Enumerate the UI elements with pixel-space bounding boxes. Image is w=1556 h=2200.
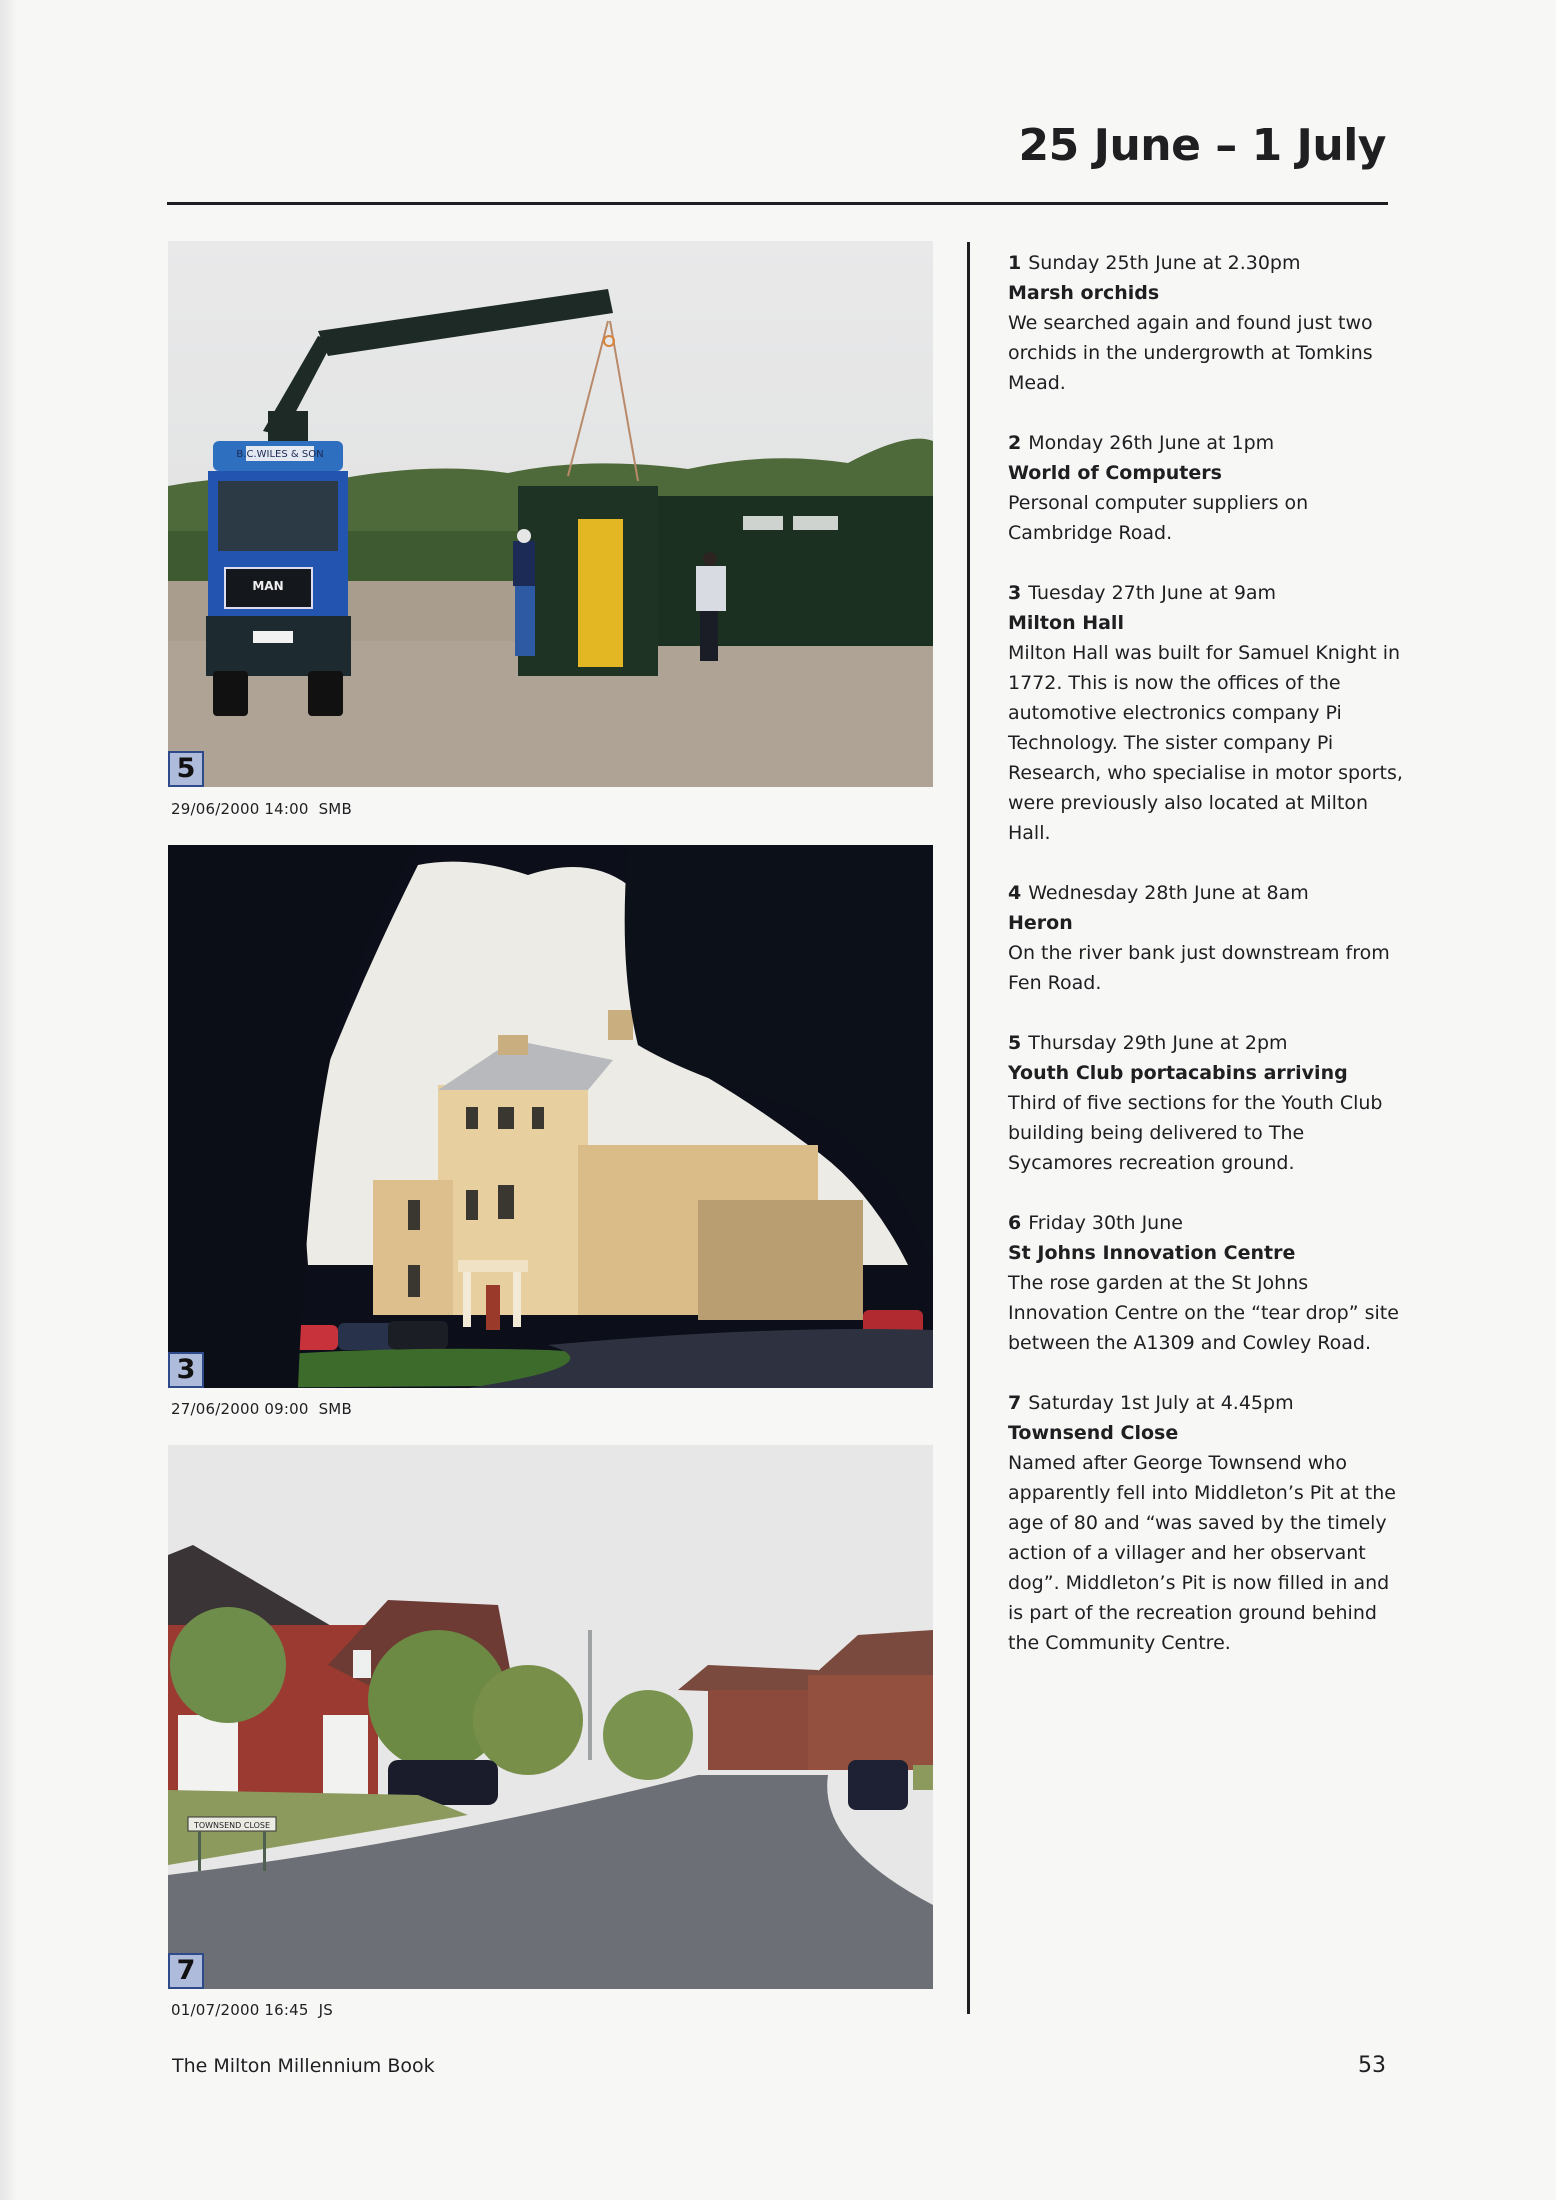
entry-number: 5 — [1008, 1032, 1022, 1054]
entry-body: On the river bank just downstream from Fen Road. — [1008, 942, 1390, 994]
entry-body: The rose garden at the St Johns Innovation Centre on the “tear drop” site between the A1309 and Cowley Road. — [1008, 1272, 1399, 1354]
diary-entry — [1008, 248, 1408, 398]
diary-entry — [1008, 578, 1408, 848]
entry-date-line — [1008, 1388, 1408, 1418]
entry-body: Third of five sections for the Youth Club building being delivered to The Sycamores recreation ground. — [1008, 1092, 1383, 1174]
entry-number: 1 — [1008, 252, 1022, 274]
entry-when: Wednesday 28th June at 8am — [1028, 882, 1309, 904]
entry-number: 2 — [1008, 432, 1022, 454]
photo-image — [168, 241, 933, 787]
diary-entries — [1008, 248, 1408, 1688]
entry-body: Personal computer suppliers on Cambridge Road. — [1008, 492, 1309, 544]
page-edge-shadow — [0, 0, 18, 2200]
entry-date-line — [1008, 428, 1408, 458]
entry-title: Townsend Close — [1008, 1422, 1179, 1444]
diary-entry — [1008, 1388, 1408, 1658]
entry-title: Youth Club portacabins arriving — [1008, 1062, 1348, 1084]
entry-date-line — [1008, 1028, 1408, 1058]
entry-title: Marsh orchids — [1008, 282, 1160, 304]
entry-date-line — [1008, 248, 1408, 278]
photo-youth-club-portacabins — [168, 241, 933, 787]
entry-number: 3 — [1008, 582, 1022, 604]
diary-entry — [1008, 1208, 1408, 1358]
entry-body: We searched again and found just two orchids in the undergrowth at Tomkins Mead. — [1008, 312, 1373, 394]
entry-when: Tuesday 27th June at 9am — [1028, 582, 1277, 604]
svg-text:MAN: MAN — [252, 579, 284, 593]
entry-date-line — [1008, 1208, 1408, 1238]
entry-when: Saturday 1st July at 4.45pm — [1028, 1392, 1294, 1414]
svg-text:B.C.WILES & SON: B.C.WILES & SON — [236, 449, 324, 460]
diary-entry — [1008, 878, 1408, 998]
entry-when: Thursday 29th June at 2pm — [1028, 1032, 1288, 1054]
photo-number-badge: 5 — [168, 751, 204, 787]
photo-number-badge: 3 — [168, 1352, 204, 1388]
entry-when: Sunday 25th June at 2.30pm — [1028, 252, 1301, 274]
photo-milton-hall — [168, 845, 933, 1388]
photo-image — [168, 845, 933, 1388]
entry-title: St Johns Innovation Centre — [1008, 1242, 1296, 1264]
entry-date-line — [1008, 578, 1408, 608]
photo-townsend-close — [168, 1445, 933, 1989]
photo-number-badge: 7 — [168, 1953, 204, 1989]
header-rule — [167, 202, 1388, 205]
entry-number: 4 — [1008, 882, 1022, 904]
page-number: 53 — [1358, 2053, 1386, 2078]
entry-number: 6 — [1008, 1212, 1022, 1234]
photo-caption: 01/07/2000 16:45 JS — [171, 2001, 333, 2019]
entry-number: 7 — [1008, 1392, 1022, 1414]
photo-image — [168, 1445, 933, 1989]
column-divider — [967, 242, 970, 2014]
diary-entry — [1008, 428, 1408, 548]
entry-when: Monday 26th June at 1pm — [1028, 432, 1275, 454]
entry-when: Friday 30th June — [1028, 1212, 1183, 1234]
entry-title: Heron — [1008, 912, 1073, 934]
photo-caption: 29/06/2000 14:00 SMB — [171, 800, 352, 818]
entry-date-line — [1008, 878, 1408, 908]
entry-body: Milton Hall was built for Samuel Knight in 1772. This is now the offices of the automotive electronics company Pi Technology. The sister company Pi Research, who specialise in motor sports, were previously also located at Milton Hall. — [1008, 642, 1403, 844]
entry-body: Named after George Townsend who apparently fell into Middleton’s Pit at the age of 80 and “was saved by the timely action of a villager and her observant dog”. Middleton’s Pit is now filled in and is part of the recreation ground behind the Community Centre. — [1008, 1452, 1396, 1654]
diary-entry — [1008, 1028, 1408, 1178]
page-title: 25 June – 1 July — [1018, 120, 1386, 171]
entry-title: World of Computers — [1008, 462, 1222, 484]
footer-book-title: The Milton Millennium Book — [172, 2055, 435, 2077]
photo-caption: 27/06/2000 09:00 SMB — [171, 1400, 352, 1418]
svg-text:TOWNSEND CLOSE: TOWNSEND CLOSE — [193, 1821, 271, 1830]
entry-title: Milton Hall — [1008, 612, 1124, 634]
